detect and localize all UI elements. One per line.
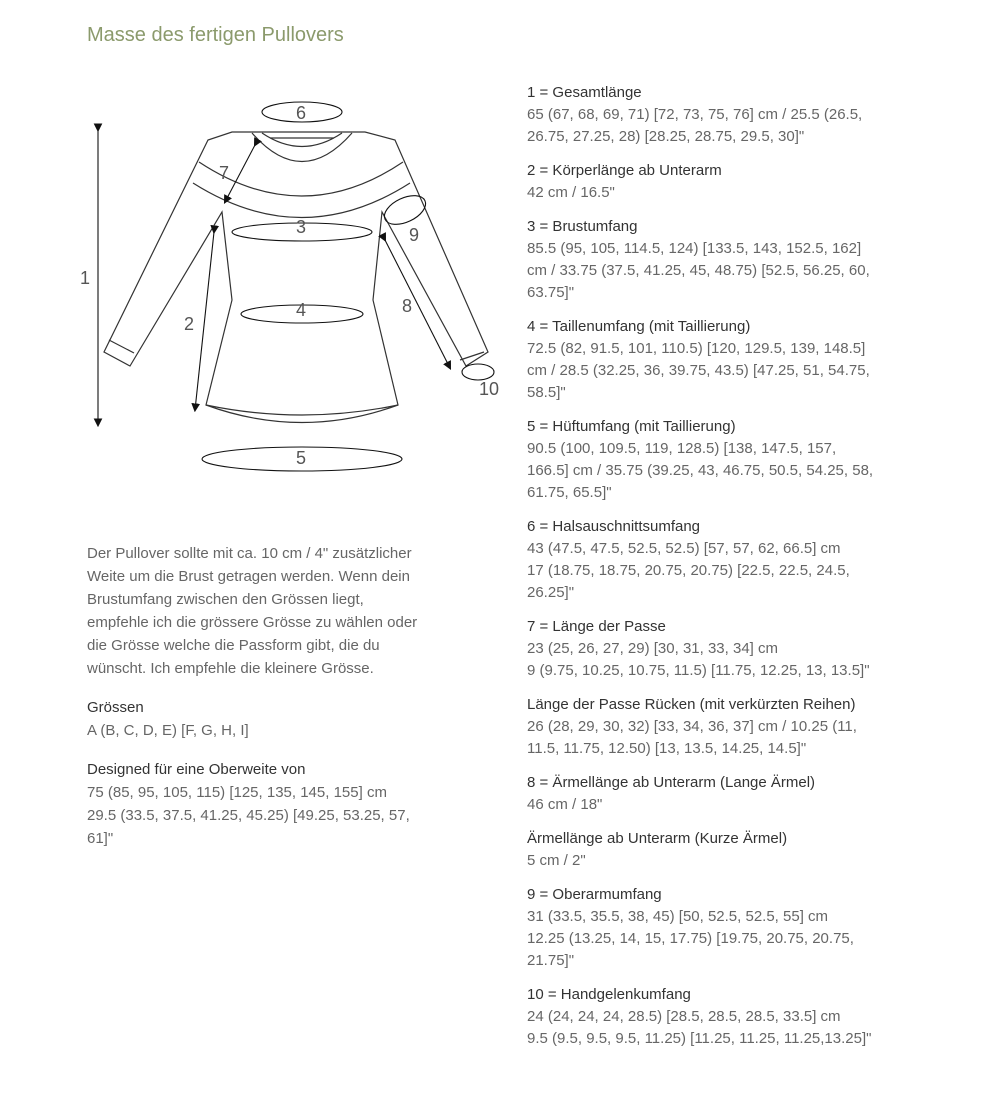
intro-line: wünscht. Ich empfehle die kleinere Grösse. <box>87 660 374 677</box>
measurement-value: 31 (33.5, 35.5, 38, 45) [50, 52.5, 52.5, 55] cm <box>527 908 829 925</box>
measurement-heading: 3 = Brustumfang <box>527 218 638 235</box>
measurement-value: 24 (24, 24, 24, 28.5) [28.5, 28.5, 28.5, 33.5] cm <box>527 1008 841 1025</box>
measurement-value: 43 (47.5, 47.5, 52.5, 52.5) [57, 57, 62, 66.5] cm <box>527 540 841 557</box>
measurement-value: 85.5 (95, 105, 114.5, 124) [133.5, 143, 152.5, 162] <box>527 240 862 257</box>
intro-line: Brustumfang zwischen den Grössen liegt, <box>87 591 364 608</box>
measurement-item <box>527 516 947 604</box>
measurement-value: 26.25]" <box>527 584 575 601</box>
sizes-heading: Grössen <box>87 699 144 716</box>
measurement-value: 21.75]" <box>527 952 575 969</box>
measurement-heading: 5 = Hüftumfang (mit Taillierung) <box>527 418 736 435</box>
measurement-value: 46 cm / 18" <box>527 796 603 813</box>
measurement-value: 12.25 (13.25, 14, 15, 17.75) [19.75, 20.75, 20.75, <box>527 930 854 947</box>
measure-arrows <box>98 102 494 471</box>
designed-line: 29.5 (33.5, 37.5, 41.25, 45.25) [49.25, 53.25, 57, <box>87 807 410 824</box>
left-text <box>87 542 487 866</box>
measurement-item <box>527 416 947 504</box>
measurement-value: cm / 33.75 (37.5, 41.25, 45, 48.75) [52.5, 56.25, 60, <box>527 262 870 279</box>
measurement-heading: Ärmellänge ab Unterarm (Kurze Ärmel) <box>527 830 788 847</box>
measurement-value: 42 cm / 16.5" <box>527 184 615 201</box>
diagram-label-9: 9 <box>409 225 420 245</box>
diagram-label-4: 4 <box>296 300 307 320</box>
diagram-label-6: 6 <box>296 103 307 123</box>
designed-line: 75 (85, 95, 105, 115) [125, 135, 145, 155] cm <box>87 784 387 801</box>
measurement-item <box>527 616 947 682</box>
measurement-value: 23 (25, 26, 27, 29) [30, 31, 33, 34] cm <box>527 640 778 657</box>
measurement-value: 17 (18.75, 18.75, 20.75, 20.75) [22.5, 22.5, 24.5, <box>527 562 850 579</box>
measurement-item <box>527 884 947 972</box>
measurement-heading: Länge der Passe Rücken (mit verkürzten Reihen) <box>527 696 856 713</box>
measurement-value: 90.5 (100, 109.5, 119, 128.5) [138, 147.5, 157, <box>527 440 837 457</box>
measurement-heading: 8 = Ärmellänge ab Unterarm (Lange Ärmel) <box>527 774 816 791</box>
designed-heading: Designed für eine Oberweite von <box>87 761 306 778</box>
measurement-item <box>527 316 947 404</box>
diagram-label-10: 10 <box>479 379 500 399</box>
diagram-label-7: 7 <box>219 163 230 183</box>
sizes-line: A (B, C, D, E) [F, G, H, I] <box>87 722 249 739</box>
diagram-label-3: 3 <box>296 217 307 237</box>
measurement-heading: 7 = Länge der Passe <box>527 618 666 635</box>
measurement-heading: 1 = Gesamtlänge <box>527 84 642 101</box>
designed-bust-section <box>87 758 487 850</box>
measurement-value: 65 (67, 68, 69, 71) [72, 73, 75, 76] cm / 25.5 (26.5, <box>527 106 863 123</box>
measurement-item <box>527 984 947 1050</box>
measurement-value: cm / 28.5 (32.25, 36, 39.75, 43.5) [47.25, 51, 54.75, <box>527 362 870 379</box>
sweater-outline <box>104 132 488 423</box>
intro-paragraph <box>87 542 487 680</box>
measurement-value: 5 cm / 2" <box>527 852 586 869</box>
measurement-value: 72.5 (82, 91.5, 101, 110.5) [120, 129.5, 139, 148.5] <box>527 340 866 357</box>
measurement-value: 26.75, 27.25, 28) [28.25, 28.75, 29.5, 30]" <box>527 128 805 145</box>
measurement-value: 61.75, 65.5]" <box>527 484 612 501</box>
intro-line: empfehle ich die grössere Grösse zu wählen oder <box>87 614 418 631</box>
intro-line: Weite um die Brust getragen werden. Wenn dein <box>87 568 410 585</box>
sweater-diagram <box>0 0 520 500</box>
designed-line: 61]" <box>87 830 114 847</box>
intro-line: Der Pullover sollte mit ca. 10 cm / 4" zusätzlicher <box>87 545 412 562</box>
measurement-value: 9.5 (9.5, 9.5, 9.5, 11.25) [11.25, 11.25, 11.25,13.25]" <box>527 1030 872 1047</box>
diagram-label-2: 2 <box>184 314 195 334</box>
measurements-list <box>527 82 947 1062</box>
measurement-item <box>527 160 947 204</box>
sizes-section <box>87 696 487 742</box>
measurement-item <box>527 216 947 304</box>
diagram-label-5: 5 <box>296 448 307 468</box>
measurement-value: 166.5] cm / 35.75 (39.25, 43, 46.75, 50.5, 54.25, 58, <box>527 462 874 479</box>
measurement-item <box>527 828 947 872</box>
measurement-value: 11.5, 11.75, 12.50) [13, 13.5, 14.25, 14.5]" <box>527 740 807 757</box>
measurement-item <box>527 82 947 148</box>
measurement-item <box>527 772 947 816</box>
measurement-heading: 10 = Handgelenkumfang <box>527 986 691 1003</box>
measurement-heading: 9 = Oberarmumfang <box>527 886 662 903</box>
diagram-label-8: 8 <box>402 296 413 316</box>
intro-line: die Grösse welche die Passform gibt, die du <box>87 637 380 654</box>
page-title: Masse des fertigen Pullovers <box>87 24 344 46</box>
measurement-heading: 4 = Taillenumfang (mit Taillierung) <box>527 318 751 335</box>
measurement-value: 63.75]" <box>527 284 575 301</box>
measurement-value: 26 (28, 29, 30, 32) [33, 34, 36, 37] cm / 10.25 (11, <box>527 718 857 735</box>
diagram-label-1: 1 <box>80 268 91 288</box>
measurement-heading: 6 = Halsauschnittsumfang <box>527 518 701 535</box>
measurement-heading: 2 = Körperlänge ab Unterarm <box>527 162 722 179</box>
measurement-value: 58.5]" <box>527 384 566 401</box>
measurement-item <box>527 694 947 760</box>
measurement-value: 9 (9.75, 10.25, 10.75, 11.5) [11.75, 12.25, 13, 13.5]" <box>527 662 870 679</box>
